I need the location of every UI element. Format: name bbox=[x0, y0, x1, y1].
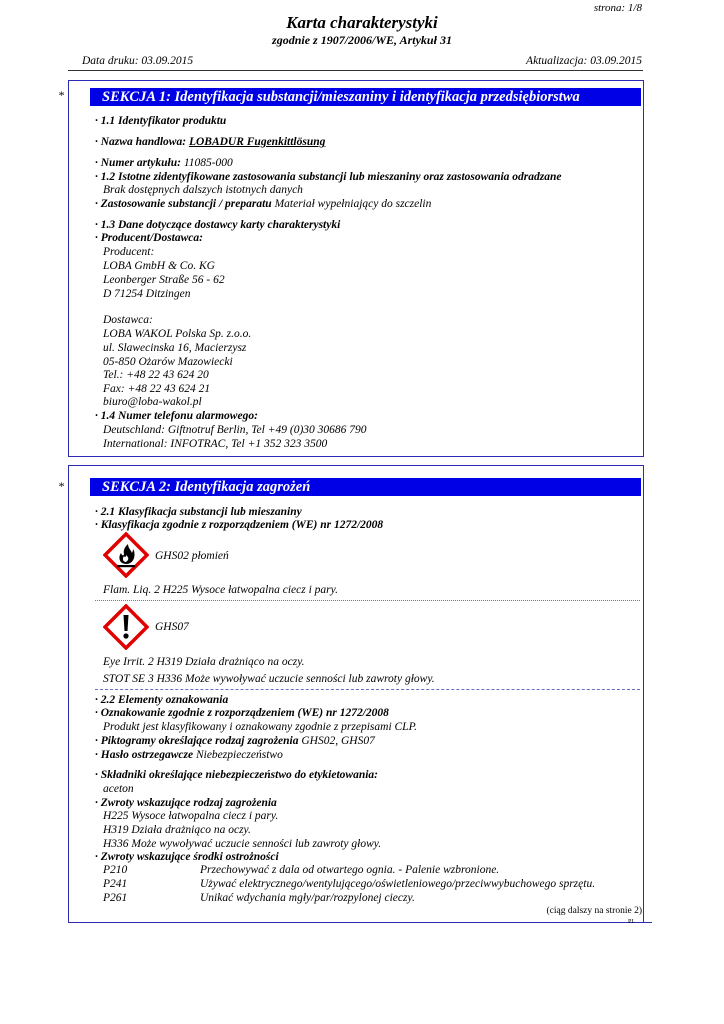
hazard-statement: H336 Może wywoływać uczucie senności lub zawroty głowy. bbox=[103, 838, 382, 850]
ghs02-label: GHS02 płomień bbox=[155, 550, 229, 562]
section-1-change-marker: * bbox=[58, 88, 64, 102]
precaution-head: · Zwroty wskazujące środki ostrożności bbox=[95, 851, 279, 863]
precaution-code: P241 bbox=[103, 878, 128, 890]
section-2-title: SEKCJA 2: Identyfikacja zagrożeń bbox=[90, 478, 641, 496]
trade-name bbox=[95, 136, 325, 149]
ghs07-label: GHS07 bbox=[155, 621, 189, 633]
stot-line: STOT SE 3 H336 Może wywoływać uczucie senności lub zawroty głowy. bbox=[103, 673, 435, 685]
article-number-label: · Numer artykułu: bbox=[95, 157, 184, 169]
hazard-statement: H225 Wysoce łatwopalna ciecz i pary. bbox=[103, 810, 279, 822]
pictograms-value: GHS02, GHS07 bbox=[301, 735, 375, 747]
emergency-head: · 1.4 Numer telefonu alarmowego: bbox=[95, 410, 258, 422]
labelling-head: · Oznakowanie zgodnie z rozporządzeniem (WE) nr 1272/2008 bbox=[95, 707, 389, 719]
application-value: Materiał wypełniający do szczelin bbox=[274, 198, 432, 210]
hazard-statements-head: · Zwroty wskazujące rodzaj zagrożenia bbox=[95, 797, 277, 809]
precaution-text: Używać elektrycznego/wentylującego/oświetleniowego/przeciwwybuchowego sprzętu. bbox=[200, 878, 596, 890]
dotted-divider bbox=[95, 600, 640, 601]
precaution-code: P261 bbox=[103, 892, 128, 904]
article-number-value: 11085-000 bbox=[183, 157, 233, 169]
producer-line: Producent: bbox=[103, 246, 155, 258]
precaution-text: Przechowywać z dala od otwartego ognia. - Palenie wzbronione. bbox=[200, 864, 500, 876]
pictograms-line bbox=[95, 735, 375, 748]
supplier-line: LOBA WAKOL Polska Sp. z.o.o. bbox=[103, 328, 252, 340]
supplier-line: Dostawca: bbox=[103, 314, 153, 326]
pictograms-label: · Piktogramy określające rodzaj zagrożenia bbox=[95, 735, 302, 747]
exclamation-pictogram-icon bbox=[103, 604, 149, 650]
flam-liq-line: Flam. Liq. 2 H225 Wysoce łatwopalna ciecz i pary. bbox=[103, 584, 338, 596]
precaution-text: Unikać wdychania mgły/par/rozpylonej cieczy. bbox=[200, 892, 415, 904]
component-name: aceton bbox=[103, 783, 134, 795]
section-1-title: SEKCJA 1: Identyfikacja substancji/mieszaniny i identyfikacja przedsiębiorstwa bbox=[90, 88, 641, 106]
hazard-statement: H319 Działa drażniąco na oczy. bbox=[103, 824, 251, 836]
section-2-change-marker: * bbox=[58, 479, 64, 493]
supplier-line: ul. Slawecinska 16, Macierzysz bbox=[103, 342, 247, 354]
emergency-line: International: INFOTRAC, Tel +1 352 323 3500 bbox=[103, 438, 328, 450]
language-code: PL bbox=[628, 919, 636, 925]
uses-text: Brak dostępnych dalszych istotnych danych bbox=[103, 184, 303, 196]
application bbox=[95, 198, 431, 211]
labelling-text: Produkt jest klasyfikowany i oznakowany zgodnie z przepisami CLP. bbox=[103, 721, 417, 733]
supplier-email: biuro@loba-wakol.pl bbox=[103, 396, 202, 408]
producer-line: D 71254 Ditzingen bbox=[103, 288, 191, 300]
article-number bbox=[95, 157, 233, 170]
flame-pictogram-icon bbox=[103, 532, 149, 578]
classification-regulation: · Klasyfikacja zgodnie z rozporządzeniem (WE) nr 1272/2008 bbox=[95, 519, 384, 531]
components-head: · Składniki określające niebezpieczeństwo do etykietowania: bbox=[95, 769, 379, 781]
language-rule bbox=[644, 922, 652, 923]
eye-irrit-line: Eye Irrit. 2 H319 Działa drażniąco na oczy. bbox=[103, 656, 305, 668]
uses-head: · 1.2 Istotne zidentyfikowane zastosowania substancji lub mieszaniny oraz zastosowania odradzane bbox=[95, 171, 562, 183]
print-date: Data druku: 03.09.2015 bbox=[82, 55, 194, 67]
trade-name-value: LOBADUR Fugenkittlösung bbox=[188, 136, 326, 148]
application-label: · Zastosowanie substancji / preparatu bbox=[95, 198, 275, 210]
producer-line: LOBA GmbH & Co. KG bbox=[103, 260, 215, 272]
supplier-line: 05-850 Ożarów Mazowiecki bbox=[103, 356, 233, 368]
supplier-fax: Fax: +48 22 43 624 21 bbox=[103, 383, 211, 395]
signal-word-value: Niebezpieczeństwo bbox=[195, 749, 283, 761]
emergency-line: Deutschland: Giftnotruf Berlin, Tel +49 (0)30 30686 790 bbox=[103, 424, 367, 436]
update-date: Aktualizacja: 03.09.2015 bbox=[526, 55, 642, 67]
page-number: strona: 1/8 bbox=[593, 2, 642, 14]
header-rule bbox=[68, 70, 643, 71]
label-elements-head: · 2.2 Elementy oznakowania bbox=[95, 694, 229, 706]
trade-name-label: · Nazwa handlowa: bbox=[95, 136, 189, 148]
producer-line: Leonberger Straße 56 - 62 bbox=[103, 274, 225, 286]
signal-word-label: · Hasło ostrzegawcze bbox=[95, 749, 196, 761]
product-identifier-head: · 1.1 Identyfikator produktu bbox=[95, 115, 227, 127]
document-subtitle: zgodnie z 1907/2006/WE, Artykuł 31 bbox=[272, 33, 452, 47]
classification-head: · 2.1 Klasyfikacja substancji lub mieszaniny bbox=[95, 506, 302, 518]
continued-note: (ciąg dalszy na stronie 2) bbox=[546, 906, 642, 916]
producer-head: · Producent/Dostawca: bbox=[95, 232, 203, 244]
precaution-code: P210 bbox=[103, 864, 128, 876]
supplier-head: · 1.3 Dane dotyczące dostawcy karty charakterystyki bbox=[95, 219, 341, 231]
supplier-phone: Tel.: +48 22 43 624 20 bbox=[103, 369, 209, 381]
dashed-divider bbox=[95, 689, 640, 690]
document-title: Karta charakterystyki bbox=[286, 13, 438, 32]
signal-word-line bbox=[95, 749, 283, 762]
